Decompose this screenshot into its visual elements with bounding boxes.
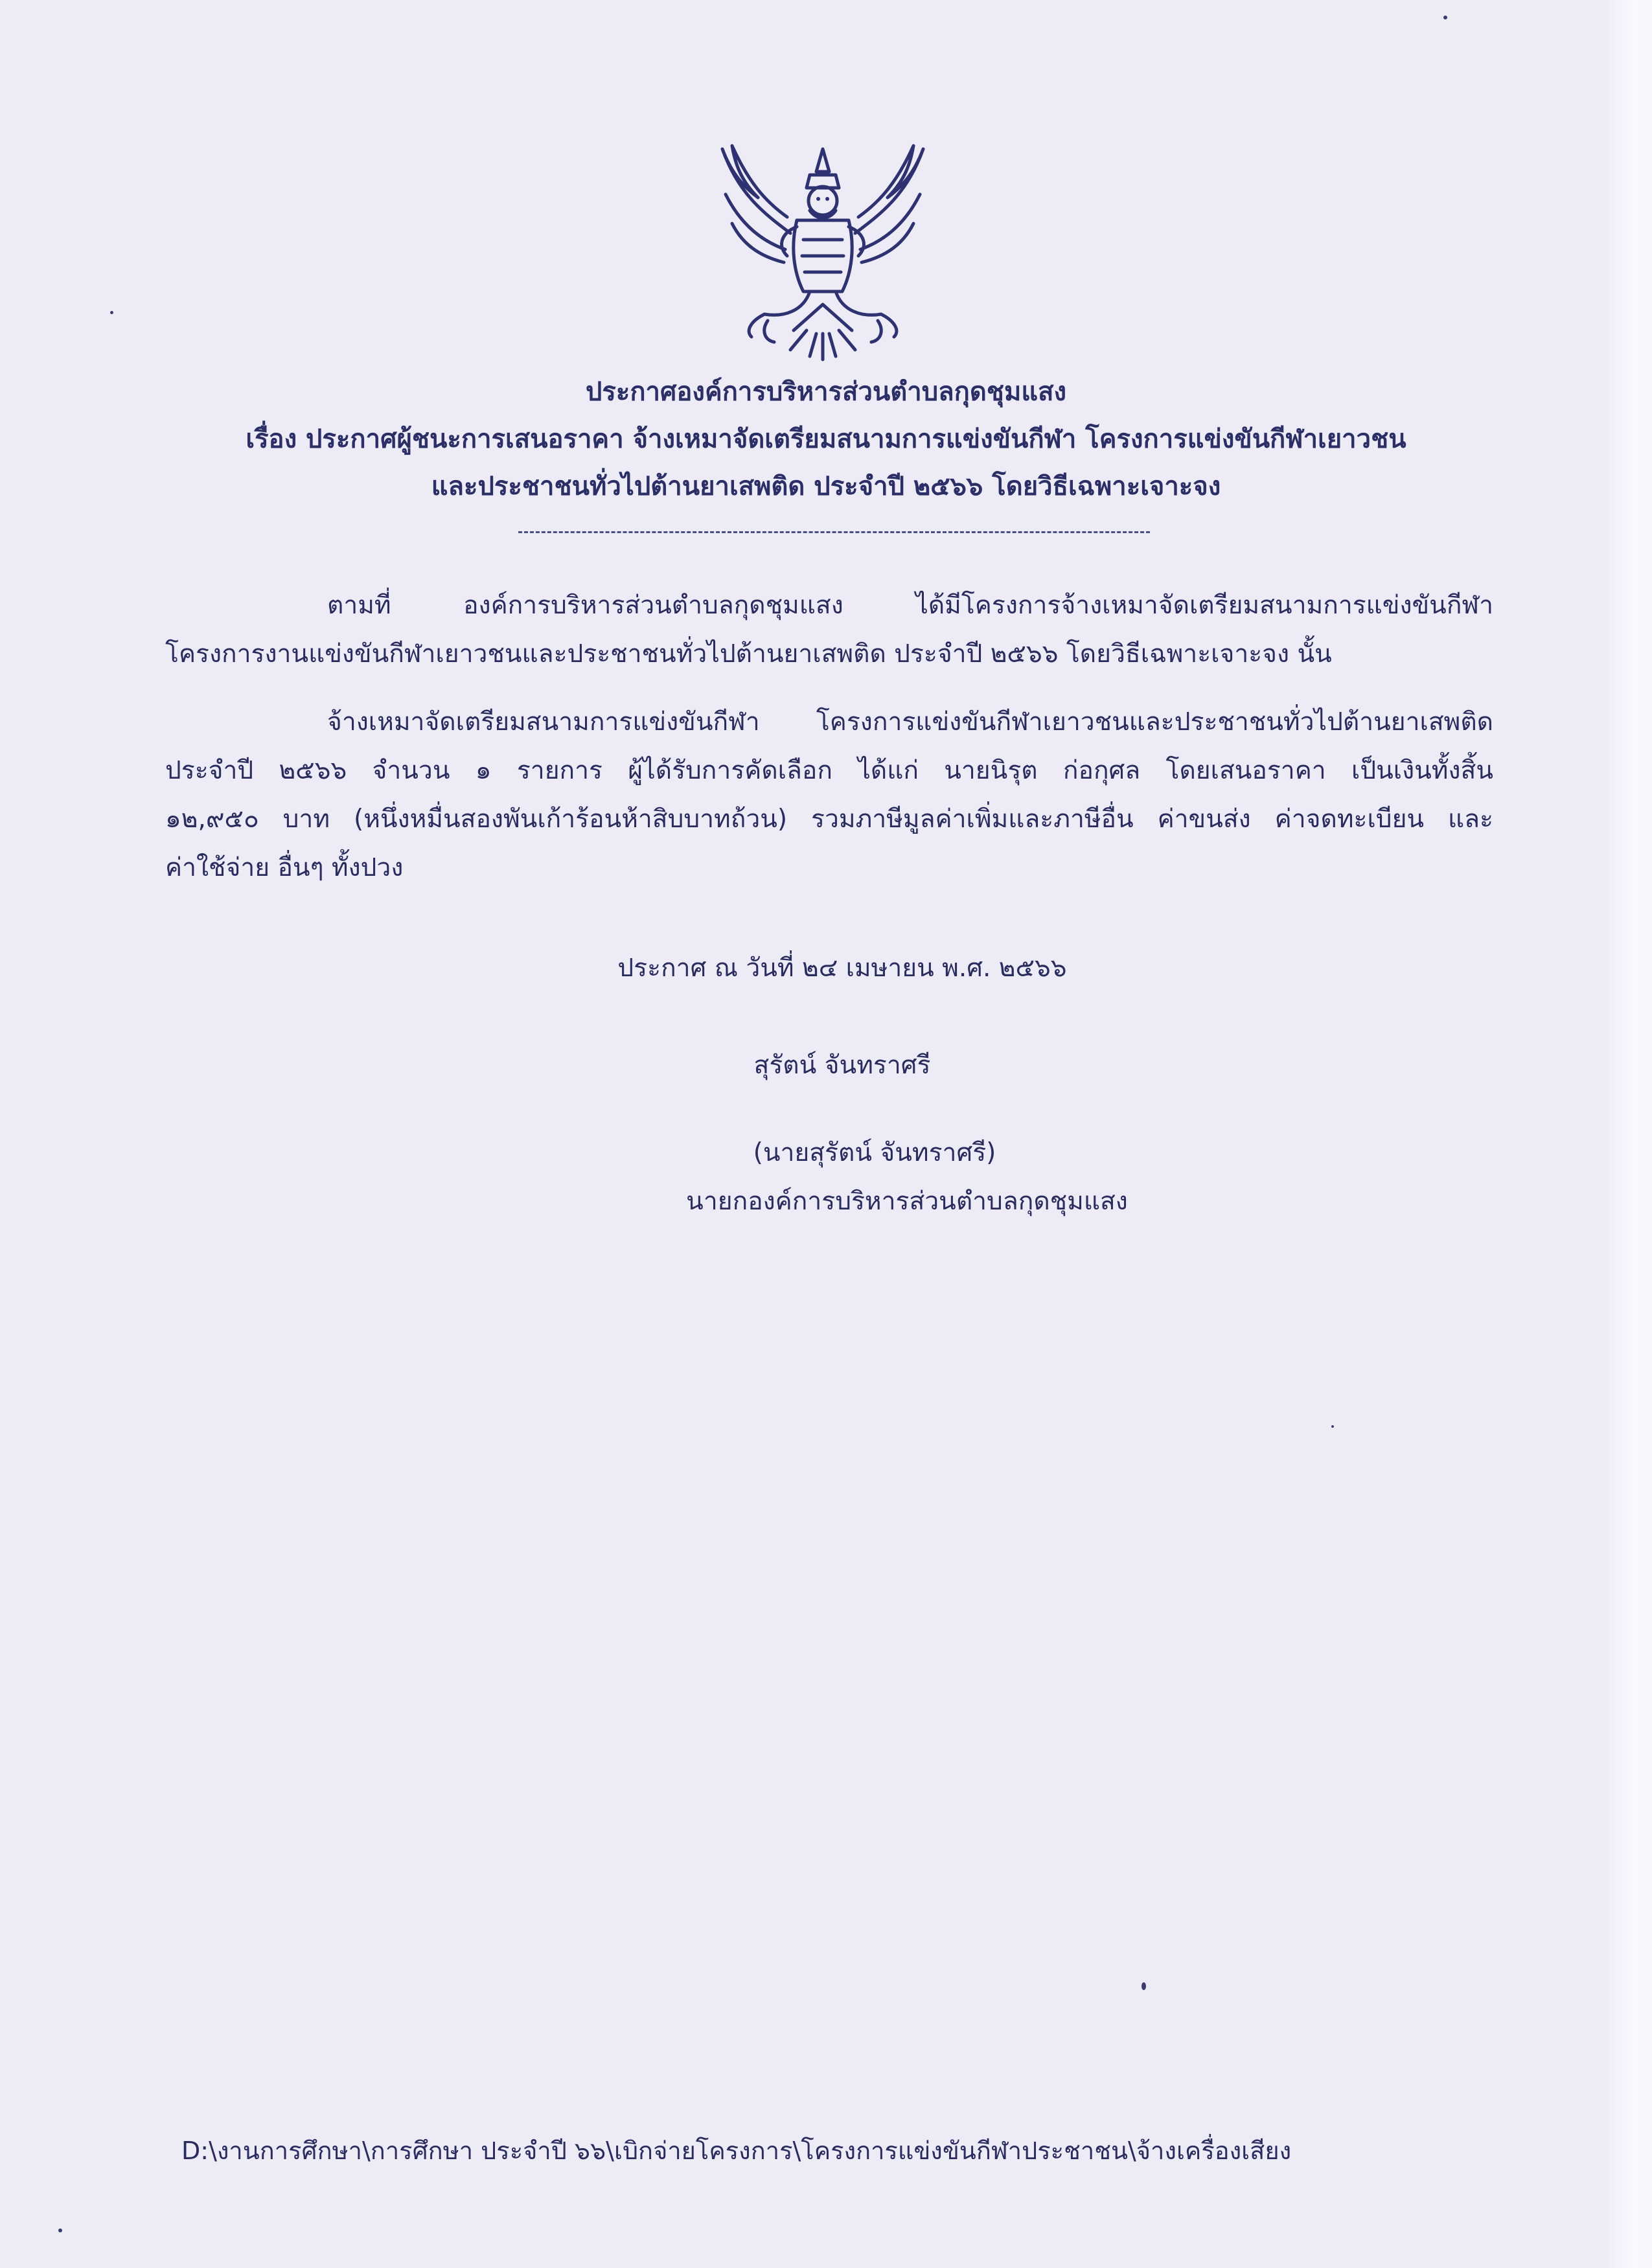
paragraph-1-line-1: ตามที่ องค์การบริหารส่วนตำบลกุดชุมแสง ได้มีโครงการจ้างเหมาจัดเตรียมสนามการแข่งขันกีฬา bbox=[327, 591, 1493, 620]
heading-divider bbox=[518, 531, 1150, 533]
paragraph-1-line-2: โครงการงานแข่งขันกีฬาเยาวชนและประชาชนทั่วไปต้านยาเสพติด ประจำปี ๒๕๖๖ โดยวิธีเฉพาะเจาะจง นั้น bbox=[165, 639, 1332, 669]
scan-speck bbox=[1331, 1425, 1334, 1428]
paragraph-2-line-3: ๑๒,๙๕๐ บาท (หนึ่งหมื่นสองพันเก้าร้อนห้าสิบบาทถ้วน) รวมภาษีมูลค่าเพิ่มและภาษีอื่น ค่าขนส่ง ค่าจดทะเบียน และ bbox=[165, 805, 1493, 834]
scan-speck bbox=[58, 2228, 62, 2232]
signature-name: สุรัตน์ จันทราศรี bbox=[753, 1051, 931, 1080]
announcement-subject-continued: และประชาชนทั่วไปต้านยาเสพติด ประจำปี ๒๕๖๖ โดยวิธีเฉพาะเจาะจง bbox=[431, 472, 1221, 501]
paragraph-2-line-4: ค่าใช้จ่าย อื่นๆ ทั้งปวง bbox=[165, 853, 404, 882]
announcement-org-title: ประกาศองค์การบริหารส่วนตำบลกุดชุมแสง bbox=[585, 377, 1067, 407]
scan-speck bbox=[110, 311, 113, 314]
paragraph-2-line-1: จ้างเหมาจัดเตรียมสนามการแข่งขันกีฬา โครงการแข่งขันกีฬาเยาวชนและประชาชนทั่วไปต้านยาเสพติด bbox=[327, 707, 1493, 737]
scan-speck bbox=[1141, 1982, 1146, 1990]
file-path-footer: D:\งานการศึกษา\การศึกษา ประจำปี ๖๖\เบิกจ่ายโครงการ\โครงการแข่งขันกีฬาประชาชน\จ้างเครื่องเสียง bbox=[181, 2136, 1292, 2165]
signatory-position: นายกองค์การบริหารส่วนตำบลกุดชุมแสง bbox=[686, 1187, 1128, 1216]
scan-speck bbox=[1443, 16, 1447, 19]
garuda-emblem-icon bbox=[713, 136, 933, 369]
signatory-printed-name: (นายสุรัตน์ จันทราศรี) bbox=[753, 1138, 996, 1167]
announcement-date: ประกาศ ณ วันที่ ๒๔ เมษายน พ.ศ. ๒๕๖๖ bbox=[617, 954, 1067, 983]
paragraph-2-line-2: ประจำปี ๒๕๖๖ จำนวน ๑ รายการ ผู้ได้รับการคัดเลือก ได้แก่ นายนิรุต ก่อกุศล โดยเสนอราคา เป็นเงินทั้งสิ้น bbox=[165, 756, 1493, 785]
announcement-subject: เรื่อง ประกาศผู้ชนะการเสนอราคา จ้างเหมาจัดเตรียมสนามการแข่งขันกีฬา โครงการแข่งขันกีฬาเยาวชน bbox=[246, 424, 1406, 454]
